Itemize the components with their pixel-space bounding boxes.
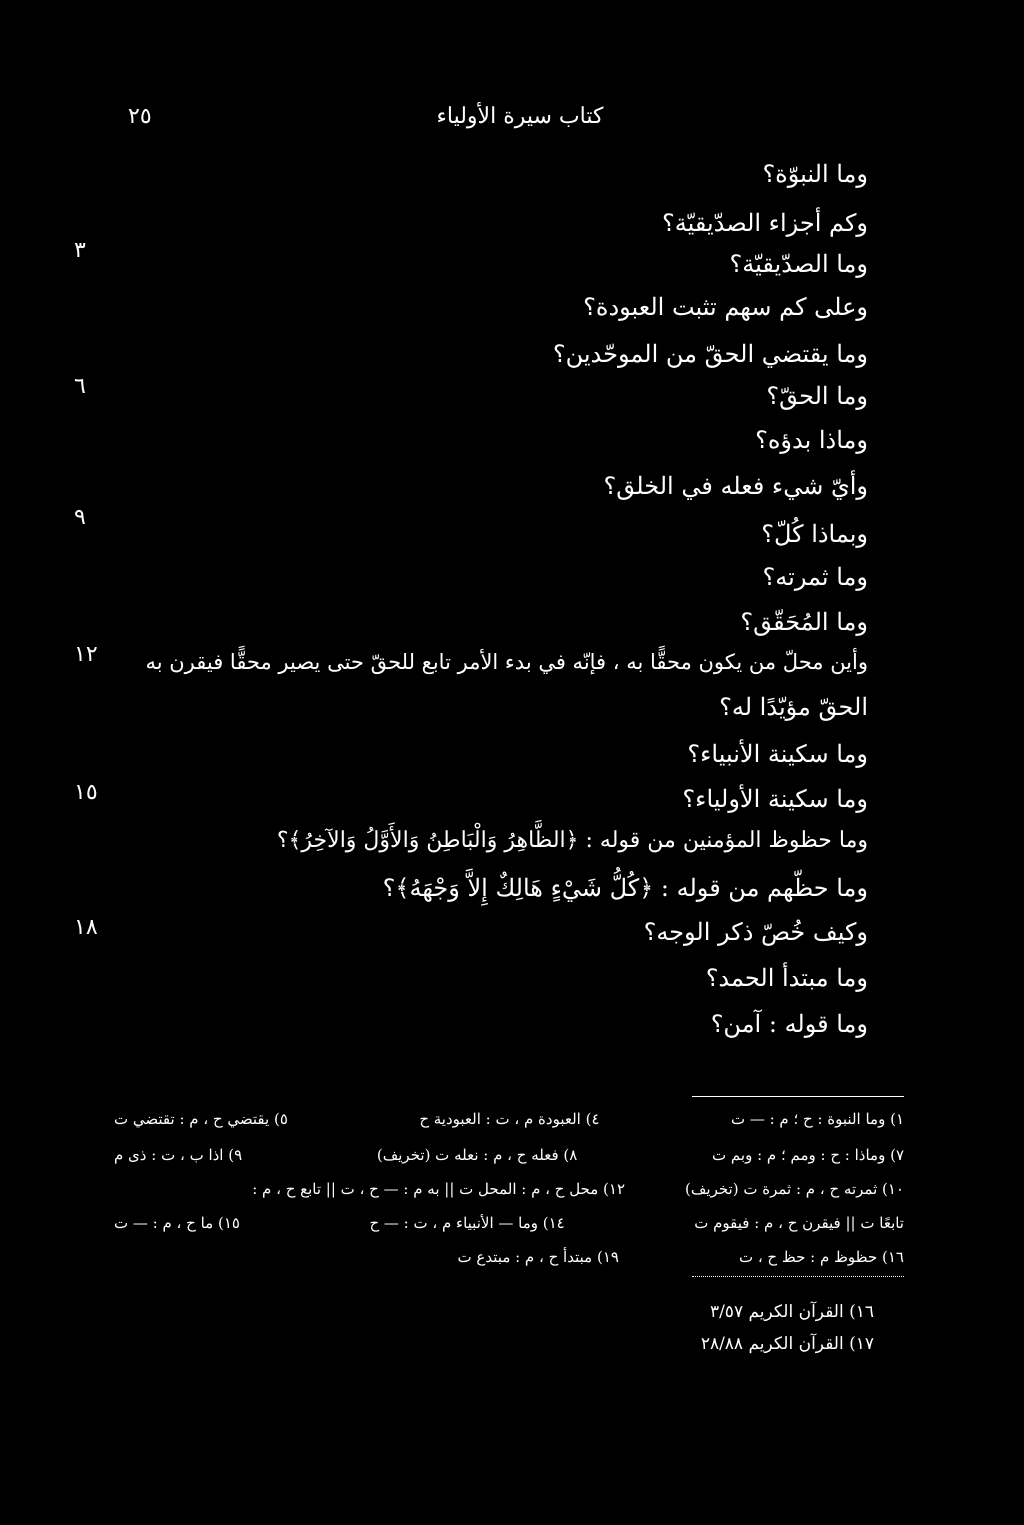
reference-separator [692, 1276, 904, 1277]
footnote-row [114, 1214, 904, 1232]
footnote: ١٩) مبتدأ ح ، م : مبتدع ت [457, 1248, 619, 1266]
footnote-row [114, 1146, 904, 1164]
text-line: وما سكينة الأولياء؟ [682, 785, 868, 813]
footnote: ٨) فعله ح ، م : نعله ت (تخريف) [376, 1146, 578, 1164]
text-line: وما الحقّ؟ [766, 382, 868, 410]
footnote: تابعًا ت || فيقرن ح ، م : فيقوم ت [694, 1214, 904, 1232]
reference-line: ١٦) القرآن الكريم ٣/٥٧ [709, 1302, 874, 1322]
footnote: ١٥) ما ح ، م : — ت [114, 1214, 240, 1232]
text-line: وما المُحَقّق؟ [740, 608, 868, 636]
running-title: كتاب سيرة الأولياء [436, 104, 604, 129]
line-number: ٩ [74, 505, 86, 530]
footnote: ١٢) محل ح ، م : المحل ت || به م : — ح ، ت || تابع ح ، م : [252, 1180, 626, 1198]
footnote: ٩) اذا ب ، ت : ذى م [114, 1146, 243, 1164]
text-line: وما حظّهم من قوله : ﴿كُلُّ شَيْءٍ هَالِكٌ إِلاَّ وَجْهَهُ﴾؟ [382, 874, 868, 902]
line-number: ١٢ [74, 642, 98, 667]
text-line: وما الصدّيقيّة؟ [729, 250, 868, 278]
footnote: ١٠) ثمرته ح ، م : ثمرة ت (تخريف) [685, 1180, 904, 1198]
text-line: وبماذا كُلّ؟ [761, 520, 868, 548]
footnote: ١) وما النبوة : ح ؛ م : — ت [730, 1110, 904, 1128]
footnote: ١٦) حظوظ م : حظ ح ، ت [738, 1248, 904, 1266]
text-line: وما سكينة الأنبياء؟ [687, 740, 868, 768]
page-number: ٢٥ [128, 104, 152, 129]
text-line: وما حظوظ المؤمنين من قوله : ﴿الظَّاهِرُ وَالْبَاطِنُ وَالأَوَّلُ وَالآخِرُ﴾؟ [276, 828, 868, 853]
footnote-row [114, 1180, 904, 1198]
text-line: وكم أجزاء الصدّيقيّة؟ [661, 209, 868, 237]
reference-line: ١٧) القرآن الكريم ٢٨/٨٨ [700, 1334, 874, 1354]
text-line: وماذا بدؤه؟ [755, 426, 868, 454]
footnote-row [114, 1248, 904, 1266]
text-line: وما ثمرته؟ [762, 563, 868, 591]
text-line: وأيّ شيء فعله في الخلق؟ [603, 472, 868, 500]
text-line: وما النبوّة؟ [762, 160, 868, 188]
text-line: وما مبتدأ الحمد؟ [705, 964, 868, 992]
line-number: ١٨ [74, 915, 98, 940]
footnote: ٥) يقتضي ح ، م : تقتضي ت [114, 1110, 288, 1128]
footnote-separator [692, 1096, 904, 1097]
footnote: ٧) وماذا : ح : ومم ؛ م : وبم ت [712, 1146, 904, 1164]
footnote: ١٤) وما — الأنبياء م ، ت : — ح [369, 1214, 565, 1232]
text-line: الحقّ مؤيّدًا له؟ [719, 693, 868, 721]
line-number: ٣ [74, 238, 86, 263]
line-number: ١٥ [74, 780, 98, 805]
text-line: وأين محلّ من يكون محقًّا به ، فإنّه في بدء الأمر تابع للحقّ حتى يصير محقًّا فيقرن به [145, 650, 868, 674]
text-line: وكيف خُصّ ذكر الوجه؟ [643, 918, 868, 946]
text-line: وما قوله : آمن؟ [710, 1010, 868, 1038]
footnote-row [114, 1110, 904, 1128]
text-line: وعلى كم سهم تثبت العبودة؟ [583, 293, 868, 321]
footnote: ٤) العبودة م ، ت : العبودية ح [419, 1110, 600, 1128]
text-line: وما يقتضي الحقّ من الموحّدين؟ [552, 340, 868, 368]
line-number: ٦ [74, 374, 86, 399]
